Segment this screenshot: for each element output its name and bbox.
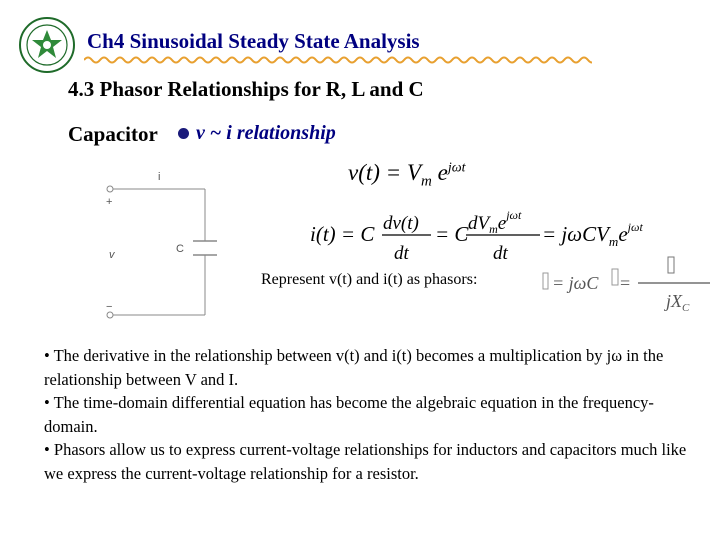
minus-sign: − — [106, 301, 113, 313]
relationship-text: v ~ i relationship — [196, 122, 336, 144]
element-label: Capacitor — [68, 122, 158, 146]
eq-lhs: i(t) = C — [310, 222, 375, 246]
bullet-dot-icon — [178, 128, 189, 139]
frac2-denominator: dt — [493, 243, 508, 264]
phasor-v-placeholder-icon — [612, 269, 618, 285]
explanation-bullets — [44, 344, 704, 486]
decorative-wave-divider — [84, 54, 592, 66]
university-seal-icon — [18, 16, 76, 74]
frac2-numerator: $dV_me^{j\omega t}$ — [468, 208, 522, 236]
svg-text:=: = — [620, 273, 631, 293]
frac1-numerator: dv(t) — [383, 213, 419, 234]
phasor-v-numerator-icon — [668, 257, 674, 273]
frac1-denominator: dt — [394, 243, 409, 264]
capacitor-label: C — [176, 243, 184, 255]
relationship-heading — [196, 122, 336, 145]
bullet-item: • The time-domain differential equation has become the algebraic equation in the frequency-domain. — [44, 393, 654, 436]
eq-rhs: = $j\omega CV_me^{j\omega t}$ — [542, 220, 643, 249]
voltage-label: v — [109, 249, 115, 261]
bullet-item: • Phasors allow us to express current-voltage relationships for inductors and capacitors much like we express the current-voltage relationship for a resistor. — [44, 440, 687, 483]
chapter-title: Ch4 Sinusoidal Steady State Analysis — [87, 29, 420, 53]
eq-mid: = C — [435, 222, 469, 246]
plus-sign: + — [106, 196, 113, 208]
phasor-statement: Represent v(t) and i(t) as phasors: — [261, 271, 478, 288]
bullet-item: • The derivative in the relationship between v(t) and i(t) becomes a multiplication by jω in the relationship between V and I. — [44, 346, 664, 389]
voltage-equation: $v(t) = V_m$ $e^{j\omega t}$ — [348, 160, 466, 190]
phasor-rhs: = jωC — [552, 273, 599, 293]
phasor-equation — [540, 255, 710, 317]
current-label: i — [158, 171, 161, 183]
capacitor-circuit-diagram — [100, 165, 220, 325]
phasor-denominator: $jX_C$ — [666, 291, 690, 314]
section-title: 4.3 Phasor Relationships for R, L and C — [68, 77, 424, 101]
phasor-i-placeholder-icon — [543, 273, 548, 289]
